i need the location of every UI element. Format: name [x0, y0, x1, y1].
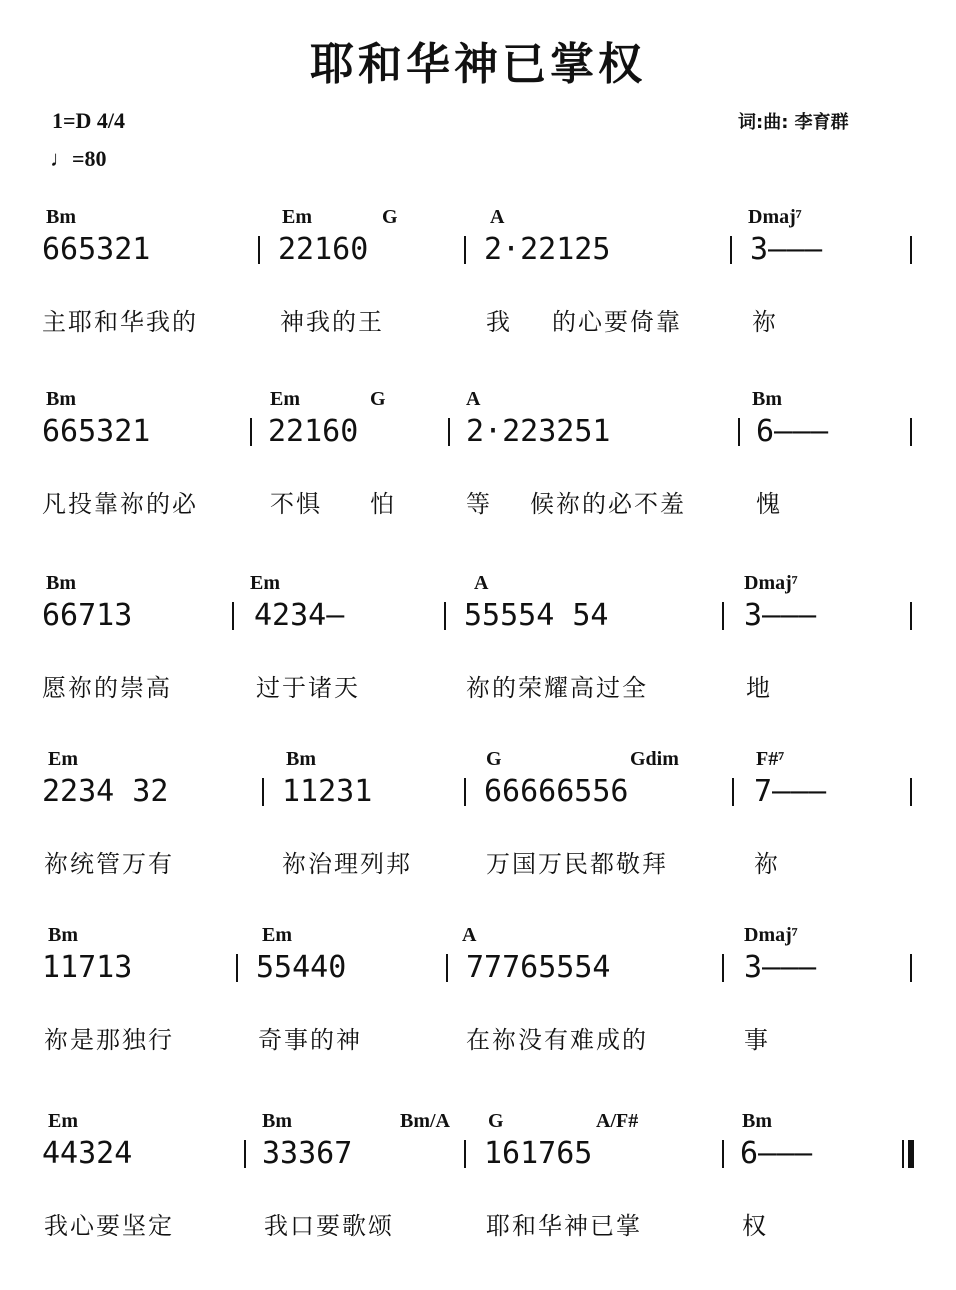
lyrics-row	[0, 302, 956, 342]
lyric: 主耶和华我的	[42, 308, 198, 336]
lyrics-row	[0, 844, 956, 884]
chord: Em	[262, 924, 292, 946]
chord: Bm	[46, 206, 76, 228]
score-line-1	[0, 206, 956, 376]
barline	[738, 418, 740, 446]
score-line-2	[0, 388, 956, 558]
barline	[464, 236, 466, 264]
chord: Em	[270, 388, 300, 410]
notation-row	[0, 774, 956, 834]
lyric: 不惧	[270, 490, 322, 518]
final-barline	[908, 1140, 914, 1168]
lyric: 奇事的神	[258, 1026, 362, 1054]
barline	[910, 418, 912, 446]
barline	[910, 236, 912, 264]
lyric: 我	[486, 308, 512, 336]
measure: 6———	[740, 1136, 813, 1171]
chord: Em	[48, 748, 78, 770]
chord: Bm	[286, 748, 316, 770]
measure: 3———	[744, 598, 817, 633]
lyric: 候祢的必不羞	[530, 490, 686, 518]
lyric: 凡投靠祢的必	[42, 490, 198, 518]
measure: 3———	[744, 950, 817, 985]
chord: G	[382, 206, 398, 228]
measure: 33367	[262, 1136, 353, 1171]
measure: 77765554	[466, 950, 611, 985]
notation-row	[0, 1136, 956, 1196]
key-and-meter: 1=D 4/4	[52, 108, 126, 133]
measure: 2·223251	[466, 414, 611, 449]
barline	[722, 1140, 724, 1168]
lyric: 祢的荣耀高过全	[466, 674, 648, 702]
chord: Bm	[752, 388, 782, 410]
measure: 55440	[256, 950, 347, 985]
credits: 词:曲: 李育群	[738, 112, 849, 133]
barline	[722, 954, 724, 982]
barline	[910, 778, 912, 806]
chord: A	[462, 924, 477, 946]
barline	[446, 954, 448, 982]
lyric: 祢治理列邦	[282, 850, 412, 878]
barline	[910, 602, 912, 630]
notation-row	[0, 598, 956, 658]
lyric: 万国万民都敬拜	[486, 850, 668, 878]
barline	[464, 1140, 466, 1168]
chord: Gdim	[630, 748, 679, 770]
lyric: 耶和华神已掌	[486, 1212, 642, 1240]
lyric: 地	[746, 674, 772, 702]
notation-row	[0, 232, 956, 292]
measure: 44324	[42, 1136, 133, 1171]
chord: Bm	[46, 572, 76, 594]
measure: 161765	[484, 1136, 593, 1171]
chord: A	[490, 206, 505, 228]
chord: A	[466, 388, 481, 410]
chord: Bm	[262, 1110, 292, 1132]
song-title: 耶和华神已掌权	[310, 39, 646, 90]
chord: G	[486, 748, 502, 770]
measure: 11231	[282, 774, 373, 809]
chord: F#⁷	[756, 748, 785, 770]
barline	[722, 602, 724, 630]
lyric: 的心要倚靠	[552, 308, 682, 336]
measure: 2234 32	[42, 774, 169, 809]
score-line-4	[0, 748, 956, 918]
lyric: 过于诸天	[256, 674, 360, 702]
lyric: 怕	[370, 490, 396, 518]
lyric: 神我的王	[280, 308, 384, 336]
measure: 11713	[42, 950, 133, 985]
barline	[732, 778, 734, 806]
barline	[258, 236, 260, 264]
measure: 4234—	[254, 598, 345, 633]
chord: A	[474, 572, 489, 594]
lyric: 愧	[756, 490, 782, 518]
chord: Bm	[742, 1110, 772, 1132]
lyrics-row	[0, 484, 956, 524]
lyric: 愿祢的崇高	[42, 674, 172, 702]
lyrics-row	[0, 1020, 956, 1060]
barline	[444, 602, 446, 630]
lyric: 祢统管万有	[44, 850, 174, 878]
barline	[262, 778, 264, 806]
barline	[464, 778, 466, 806]
measure: 6———	[756, 414, 829, 449]
measure: 7———	[754, 774, 827, 809]
measure: 66666556	[484, 774, 629, 809]
tempo-marking: ♩=80	[50, 146, 107, 171]
barline	[730, 236, 732, 264]
chord: A/F#	[596, 1110, 639, 1132]
barline	[236, 954, 238, 982]
chord: Dmaj⁷	[744, 924, 798, 946]
measure: 2·22125	[484, 232, 611, 267]
lyric: 祢是那独行	[44, 1026, 174, 1054]
notation-row	[0, 950, 956, 1010]
chord: Em	[48, 1110, 78, 1132]
lyric: 事	[744, 1026, 770, 1054]
measure: 3———	[750, 232, 823, 267]
measure: 55554 54	[464, 598, 609, 633]
measure: 66713	[42, 598, 133, 633]
score-line-5	[0, 924, 956, 1094]
barline	[232, 602, 234, 630]
barline	[902, 1140, 904, 1168]
chord: Dmaj⁷	[748, 206, 802, 228]
measure: 22160	[278, 232, 369, 267]
barline	[250, 418, 252, 446]
chord: G	[488, 1110, 504, 1132]
chord: Bm	[48, 924, 78, 946]
lyrics-row	[0, 668, 956, 708]
lyric: 我心要坚定	[44, 1212, 174, 1240]
lyric: 祢	[754, 850, 780, 878]
lyric: 权	[742, 1212, 768, 1240]
lyric: 我口要歌颂	[264, 1212, 394, 1240]
lyric: 等	[466, 490, 492, 518]
chord: Em	[282, 206, 312, 228]
chord: Bm	[46, 388, 76, 410]
chord: Dmaj⁷	[744, 572, 798, 594]
chord: G	[370, 388, 386, 410]
measure: 665321	[42, 232, 151, 267]
notation-row	[0, 414, 956, 474]
barline	[448, 418, 450, 446]
chord: Bm/A	[400, 1110, 450, 1132]
chord: Em	[250, 572, 280, 594]
measure: 665321	[42, 414, 151, 449]
barline	[244, 1140, 246, 1168]
lyric: 祢	[752, 308, 778, 336]
score-line-6	[0, 1110, 956, 1280]
score-line-3	[0, 572, 956, 742]
barline	[910, 954, 912, 982]
lyric: 在祢没有难成的	[466, 1026, 648, 1054]
lyrics-row	[0, 1206, 956, 1246]
measure: 22160	[268, 414, 359, 449]
